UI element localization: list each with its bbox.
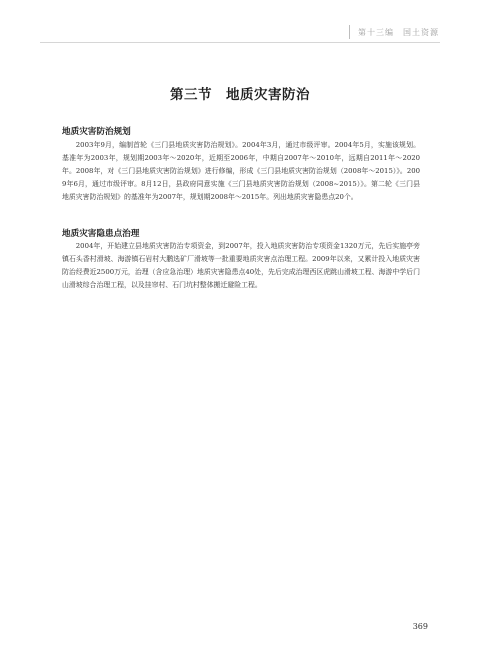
running-header: [349, 24, 439, 40]
running-header-text: 第十三编 国土资源: [358, 27, 439, 37]
subsection-paragraph-planning: 2003年9月，编制首轮《三门县地质灾害防治规划》。2004年3月，通过市级评审。2004年5月，实施该规划。基准年为2003年，规划期2003年～2020年，近期至2006年，中期自2007年～2010年，远期自2011年～2020年。2008年，对《三门县地质灾害防治规划》进行修编，形成《三门县地质灾害防治规划（2008年～2015）》。2009年6月，通过市级评审。8月12日，县政府同意实施《三门县地质灾害防治规划（2008~2015）》。第二轮《三门县地质灾害防治规划》的基准年为2007年，规划期2008年～2015年。列出地质灾害隐患点20个。: [62, 141, 420, 202]
section-title: 第三节 地质灾害防治: [170, 87, 310, 103]
header-divider-mark: [349, 25, 350, 39]
subsection-paragraph-remediation: 2004年，开始建立县地质灾害防治专项资金，到2007年，投入地质灾害防治专项资金1320万元，先后实施亭旁镇石头香村滑坡、海游镇石岩村大鹏选矿厂滑坡等一批重要地质灾害点治理工程。2009年以来，又累计投入地质灾害防治经费近2500万元，治理（含应急治理）地质灾害隐患点40处，先后完成治理西区虎跳山滑坡工程、海游中学后门山滑坡综合治理工程，以及挂帘村、石门坑村整体搬迁避险工程。: [62, 242, 420, 290]
page-number: 369: [412, 622, 428, 631]
subsection-heading-planning: 地质灾害防治规划: [62, 127, 131, 137]
subsection-heading-remediation: 地质灾害隐患点治理: [62, 229, 140, 239]
header-rule: [40, 42, 440, 43]
